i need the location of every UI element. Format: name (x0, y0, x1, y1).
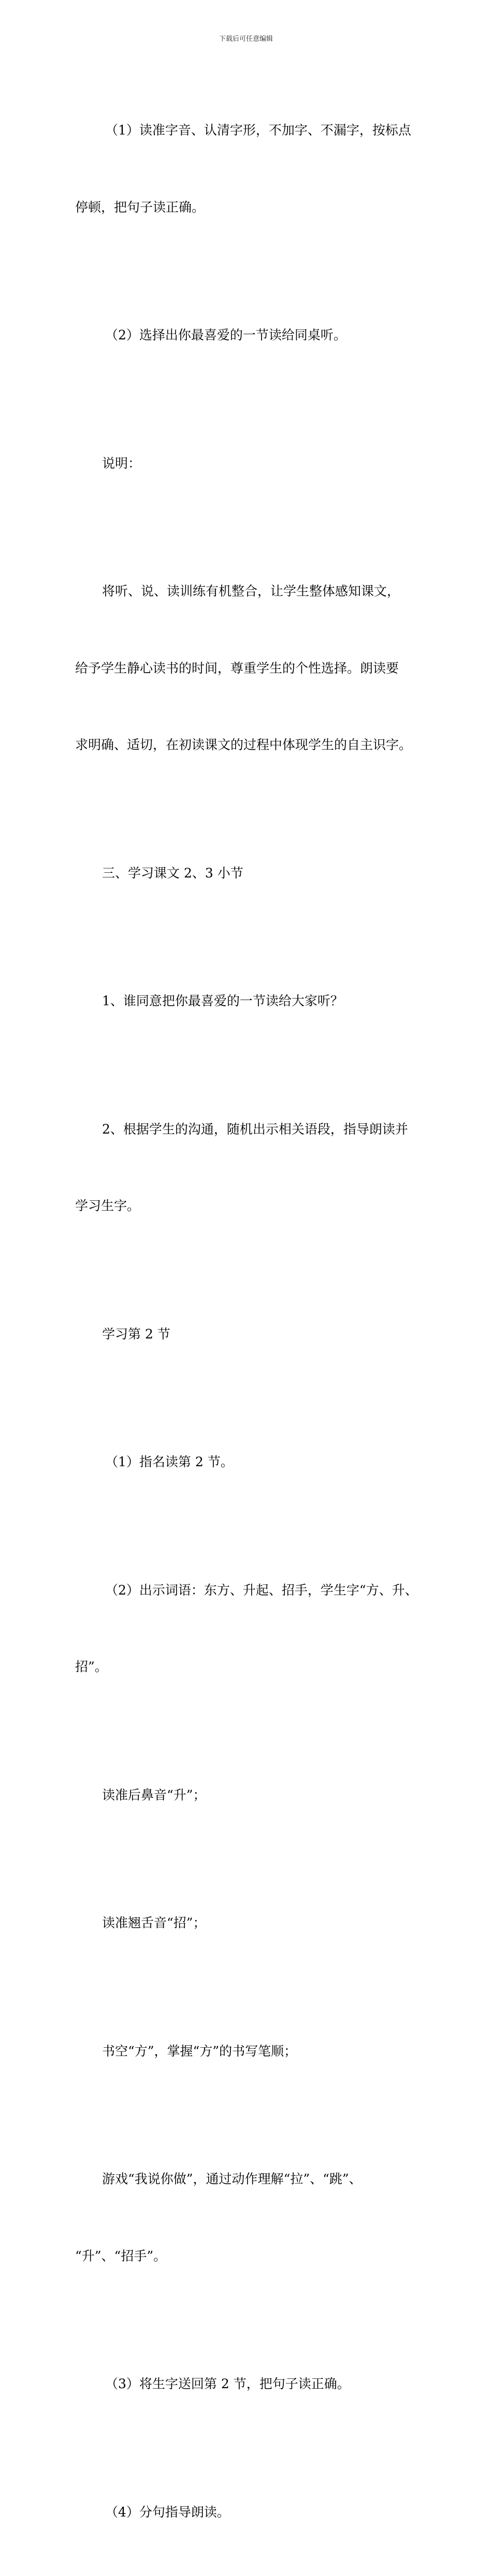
paragraph-explanation-label (75, 399, 427, 528)
paragraph-substep-2 (75, 1526, 427, 1731)
text-line: 学习第 2 节 (75, 1321, 427, 1347)
text-line: （4）分句指导朗读。 (75, 2499, 427, 2525)
paragraph-reading-requirement-2 (75, 271, 427, 399)
paragraph-note-4 (75, 2115, 427, 2320)
text-line: 学习生字。 (75, 1193, 427, 1219)
paragraph-note-1 (75, 1731, 427, 1859)
paragraph-step-2 (75, 1065, 427, 1270)
text-line: 招”。 (75, 1654, 427, 1680)
text-line: （3）将生字送回第 2 节，把句子读正确。 (75, 2371, 427, 2397)
text-line: （2）选择出你最喜爱的一节读给同桌听。 (75, 322, 427, 348)
text-line: 读准翘舌音“招”； (75, 1910, 427, 1936)
paragraph-substep-3 (75, 2320, 427, 2448)
text-line: 给予学生静心读书的时间，尊重学生的个性选择。朗读要 (75, 656, 427, 681)
text-line: 求明确、适切，在初读课文的过程中体现学生的自主识字。 (75, 732, 427, 758)
paragraph-substep-1 (75, 1398, 427, 1526)
paragraph-substep-4 (75, 2448, 427, 2576)
text-line: 说明： (75, 451, 427, 477)
text-line: （1）指名读第 2 节。 (75, 1449, 427, 1475)
text-line: 将听、说、读训练有机整合，让学生整体感知课文， (75, 578, 427, 604)
text-line: （2）出示词语：东方、升起、招手，学生字“方、升、 (75, 1577, 427, 1603)
text-line: （1）读准字音、认清字形，不加字、不漏字，按标点 (75, 117, 427, 143)
text-line: 游戏“我说你做”，通过动作理解“拉”、“跳”、 (75, 2166, 427, 2192)
text-line: 三、学习课文 2、3 小节 (75, 860, 427, 886)
document-body (75, 66, 427, 2576)
text-line: “升”、“招手”。 (75, 2243, 427, 2269)
text-line: 1、谁同意把你最喜爱的一节读给大家听？ (75, 988, 427, 1014)
text-line: 读准后鼻音“升”； (75, 1782, 427, 1808)
text-line: 停顿，把句子读正确。 (75, 195, 427, 220)
text-line: 书空“方”，掌握“方”的书写笔顺； (75, 2038, 427, 2064)
text-line: 2、根据学生的沟通，随机出示相关语段，指导朗读并 (75, 1116, 427, 1142)
paragraph-note-3 (75, 1987, 427, 2116)
paragraph-step-1 (75, 937, 427, 1065)
section-heading (75, 809, 427, 937)
page-header: 下载后可任意编辑 (0, 33, 492, 43)
paragraph-note-2 (75, 1859, 427, 1987)
paragraph-reading-requirement-1 (75, 66, 427, 271)
subsection-heading (75, 1270, 427, 1398)
paragraph-explanation-body (75, 527, 427, 809)
